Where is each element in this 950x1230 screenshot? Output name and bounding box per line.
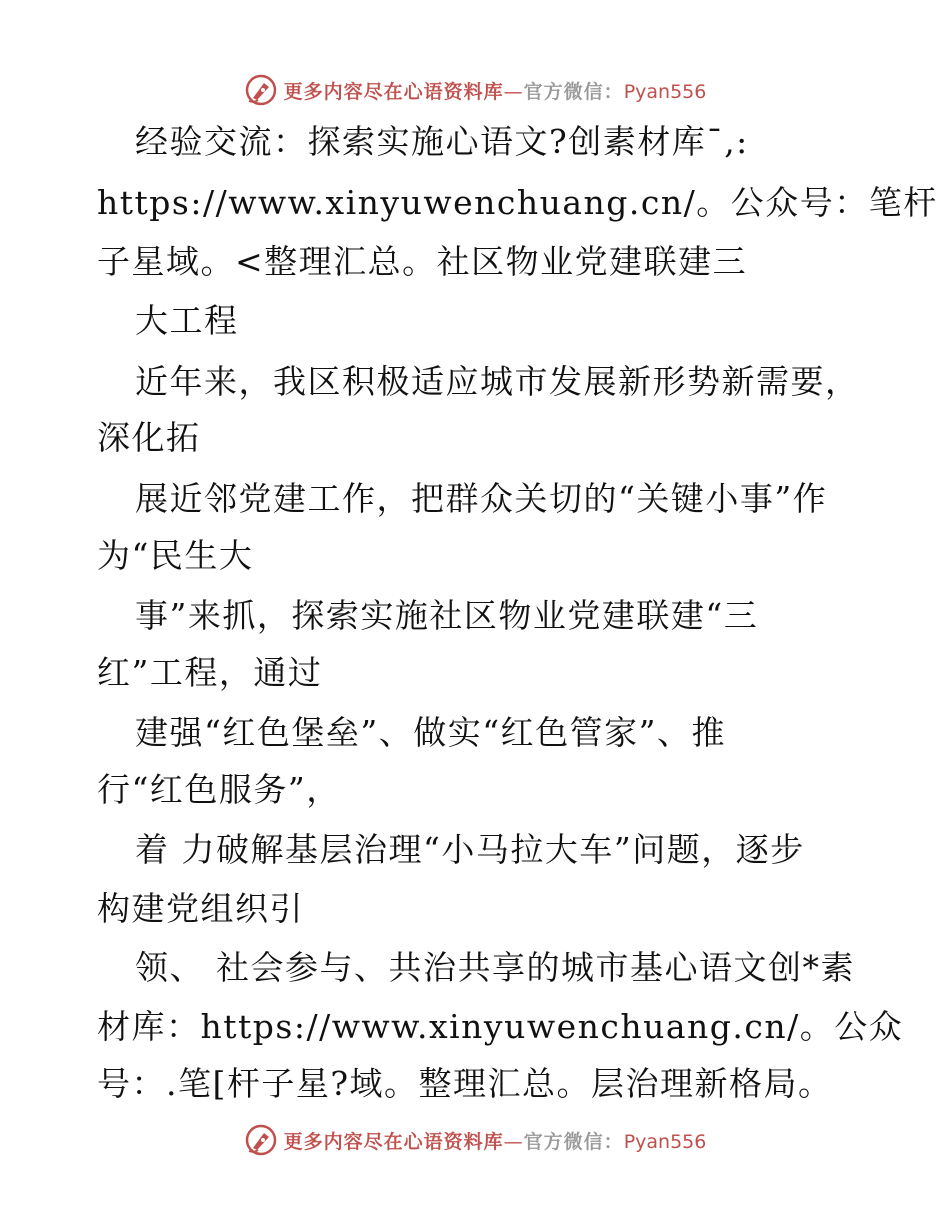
body-line: 领、 社会参与、共治共享的城市基心语文创*素 [135,948,855,987]
body-line: 红”工程，通过 [97,653,323,692]
body-line: 建强“红色堡垒”、做实“红色管家”、推 [135,713,726,752]
banner-text [284,77,707,104]
body-line: 深化拓 [97,418,201,457]
body-line: 着 力破解基层治理“小马拉大车”问题，逐步 [135,830,805,869]
footer-banner [0,1120,950,1160]
wechat-label: 官方微信： [523,80,624,103]
body-line: 事”来抓，探索实施社区物业党建联建“三 [135,596,759,635]
body-line: 子星域。<整理汇总。社区物业党建联建三 [97,242,748,281]
body-line: 经验交流：探索实施心语文?创素材库¯,: [135,122,749,161]
pen-nib-logo-icon [244,1123,278,1157]
banner-text [284,1127,707,1154]
body-line: 行“红色服务”， [97,770,341,809]
banner-dash: — [503,1130,524,1153]
wechat-label: 官方微信： [523,1130,624,1153]
header-banner [0,70,950,110]
banner-title: 更多内容尽在心语资料库 [283,1130,504,1153]
banner-dash: — [503,80,524,103]
pen-nib-logo-icon [244,73,278,107]
body-line: 材库：https://www.xinyuwenchuang.cn/。公众 [97,1007,904,1046]
body-line: https://www.xinyuwenchuang.cn/。公众号：笔杆 [97,183,938,222]
wechat-id: Pyan556 [623,80,707,103]
body-line: 展近邻党建工作，把群众关切的“关键小事”作 [135,479,828,518]
body-line: 大工程 [135,301,239,340]
body-line: 近年来，我区积极适应城市发展新形势新需要， [135,362,860,401]
body-line: 为“民生大 [97,536,254,575]
body-line: 构建党组织引 [97,889,304,928]
banner-title: 更多内容尽在心语资料库 [283,80,504,103]
body-line: 号：.笔[杆子星?域。整理汇总。层治理新格局。 [97,1064,833,1103]
wechat-id: Pyan556 [623,1130,707,1153]
